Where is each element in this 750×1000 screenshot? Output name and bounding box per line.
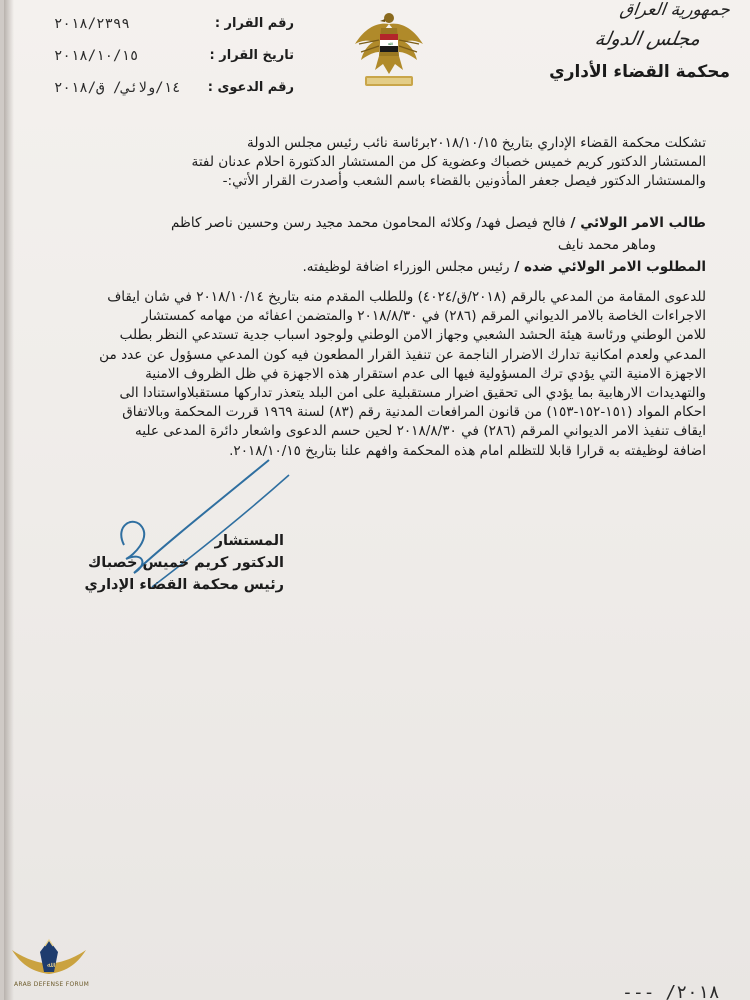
decision-date-label: تاريخ القرار : (209, 48, 294, 63)
page-footer-mark: ٢٠١٨/ --- (622, 982, 720, 1000)
intro-line: المستشار الدكتور كريم خميس خصباك وعضوية كل من المستشار الدكتورة احلام عدنان لفتة (191, 154, 706, 170)
respondent-text: رئيس مجلس الوزراء اضافة لوظيفته. (302, 259, 510, 275)
republic-name: جمهورية العراق (618, 0, 732, 20)
petitioner-line (34, 212, 706, 234)
petitioner-label: طالب الامر الولائي / (570, 215, 706, 231)
svg-text:ﷲ: ﷲ (387, 41, 391, 46)
eagle-emblem-icon (349, 10, 429, 92)
decision-line: المدعي ولعدم امكانية تدارك الاضرار الناجمة عن تنفيذ القرار المطعون فيه كون المدعي مسؤول عن عدد من (99, 346, 706, 363)
svg-text:ﷲ: ﷲ (46, 961, 52, 969)
case-number-value: ١٤/ولائي/ ق/٢٠١٨ (54, 80, 181, 96)
decision-line: والتهديدات الارهابية بما يؤدي الى تحقيق اضرار مستقبلية على امن البلد يتعذر تداركها مستقبلاواستنادا الى (119, 385, 706, 402)
intro-line: تشكلت محكمة القضاء الإداري بتاريخ ٢٠١٨/١٠/١٥برئاسة نائب رئيس مجلس الدولة (247, 135, 706, 151)
parties-section (34, 212, 706, 278)
intro-paragraph (34, 134, 706, 191)
decision-number-label: رقم القرار : (214, 16, 294, 31)
reference-fields (54, 8, 294, 108)
decision-line: الاجراءات الخاصة بالامر الديواني المرقم (٢٨٦) في ٢٠١٨/٨/٣٠ والمتضمن اعفائه من مهامه كمستشار (141, 308, 706, 325)
case-number-field (54, 80, 294, 104)
decision-line: للدعوى المقامة من المدعي بالرقم (٢٠١٨/ق/٤٠٢٤) وللطلب المقدم منه بتاريخ ٢٠١٨/١٠/١٤ في شان ايقاف (107, 289, 706, 305)
decision-paragraph (34, 288, 706, 461)
signature-name: الدكتور كريم خميس خصباك (88, 555, 284, 571)
signature-position: رئيس محكمة القضاء الإداري (84, 577, 284, 593)
decision-date-field (54, 48, 294, 72)
court-name: محكمة القضاء الأداري (549, 62, 730, 82)
decision-number-field (54, 16, 294, 40)
watermark-text: ARAB DEFENSE FORUM (14, 981, 90, 988)
council-name: مجلس الدولة (592, 28, 702, 50)
document-page (4, 0, 750, 1000)
respondent-line (34, 256, 706, 278)
institution-header (500, 0, 730, 90)
decision-line: للامن الوطني ورئاسة هيئة الحشد الشعبي وجهاز الامن الوطني ولوجود اسباب جدية تستدعي النظر بطلب (119, 327, 706, 344)
petitioner-text: فالح فيصل فهد/ وكلائه المحامون محمد مجيد رسن وحسين ناصر كاظم (170, 215, 566, 231)
decision-line: احكام المواد (١٥١-١٥٢-١٥٣) من قانون المرافعات المدنية رقم (٨٣) لسنة ١٩٦٩ قررت المحكمة وبالاتفاق (122, 404, 706, 421)
respondent-label: المطلوب الامر الولائي ضده / (514, 259, 706, 275)
intro-line: والمستشار الدكتور فيصل جعفر المأذونين بالقضاء باسم الشعب وأصدرت القرار الأتي:- (222, 173, 706, 189)
case-number-label: رقم الدعوى : (207, 80, 294, 95)
decision-line: ايقاف تنفيذ الامر الديواني المرقم (٢٨٦) في ٢٠١٨/٨/٣٠ لحين حسم الدعوى واشعار دائرة المدعى عليه (134, 423, 706, 440)
page-edge-shadow (4, 0, 14, 1000)
signature-block (84, 530, 284, 610)
signature-title: المستشار (214, 533, 284, 549)
decision-line: الاجهزة الامنية التي يؤدي ترك المسؤولية فيها الى عدم استقرار هذه الاجهزة في ظل الظروف الامنية (145, 365, 706, 382)
decision-date-value: ٢٠١٨/١٠/١٥ (54, 48, 139, 64)
decision-line: اضافة لوظيفته به قرارا قابلا للتظلم امام هذه المحكمة وافهم علنا بتاريخ ٢٠١٨/١٠/١٥. (229, 442, 706, 459)
decision-number-value: ٢٠١٨/٢٣٩٩ (54, 16, 130, 32)
petitioner-text-continued: وماهر محمد نايف (557, 237, 656, 253)
arab-defense-forum-logo-icon (4, 928, 94, 1000)
